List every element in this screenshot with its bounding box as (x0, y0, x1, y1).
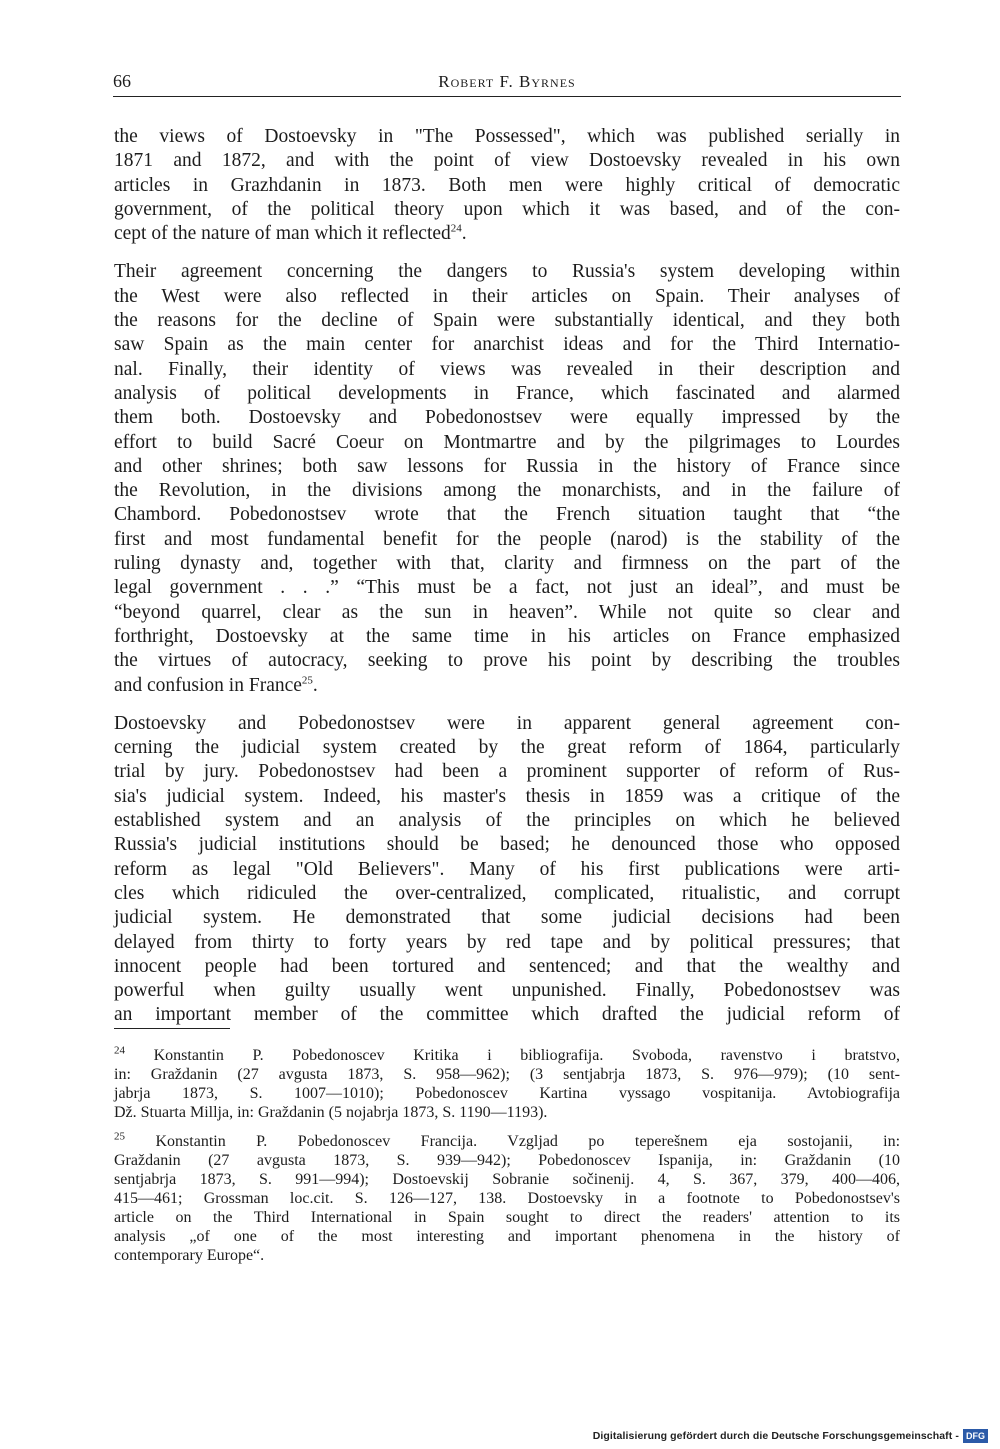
footnote-number: 25 (114, 1130, 125, 1143)
paragraph-3 (114, 712, 900, 1028)
footnote-line: analysis „of one of the most interesting and important phenomena in the history of (114, 1228, 900, 1245)
footnote-line: Dž. Stuarta Millja, in: Graždanin (5 nojabrja 1873, S. 1190—1193). (114, 1104, 548, 1121)
page-header (113, 70, 901, 97)
text-line-content: and confusion in France (114, 674, 302, 696)
footnote-reference[interactable]: 25 (301, 674, 313, 687)
text-line: nal. Finally, their identity of views was revealed in their description and (114, 358, 900, 380)
footnote-line (114, 1046, 900, 1065)
text-line: Their agreement concerning the dangers to Russia's system developing within (114, 261, 900, 283)
text-line: Russia's judicial institutions should be based; he denounced those who opposed (114, 834, 900, 856)
body-text (114, 125, 900, 1042)
text-line: cles which ridiculed the over-centralized, complicated, ritualistic, and corrupt (114, 882, 900, 904)
footnote-line: in: Graždanin (27 avgusta 1873, S. 958—962); (3 sentjabrja 1873, S. 976—979); (10 sent- (114, 1066, 900, 1083)
footnote-line-content: Konstantin P. Pobedonoscev Kritika i bibliografija. Svoboda, ravenstvo i bratstvo, (153, 1047, 900, 1064)
text-line: sia's judicial system. Indeed, his master's thesis in 1859 was a critique of the (114, 785, 900, 807)
digitization-footer (593, 1428, 988, 1444)
dfg-logo: DFG (963, 1429, 988, 1443)
footnote-line: sentjabrja 1873, S. 991—994); Dostoevskij Sobranie sočinenij. 4, S. 367, 379, 400—406, (114, 1171, 900, 1188)
text-line: the virtues of autocracy, seeking to prove his point by describing the troubles (114, 650, 900, 672)
text-line: the reasons for the decline of Spain were substantially identical, and they both (114, 310, 900, 332)
text-line: established system and an analysis of the principles on which he believed (114, 810, 900, 832)
footnote-25 (114, 1132, 900, 1265)
running-head: Robert F. Byrnes (438, 72, 576, 91)
funding-credit: Digitalisierung gefördert durch die Deutsche Forschungsgemeinschaft - (592, 1430, 959, 1442)
text-line: Dostoevsky and Pobedonostsev were in apparent general agreement con- (114, 712, 900, 734)
text-line: legal government . . .” “This must be a fact, not just an ideal”, and must be (114, 577, 900, 599)
footnote-line: contemporary Europe“. (114, 1247, 265, 1264)
text-line: analysis of political developments in France, which fascinated and alarmed (114, 382, 900, 404)
page-number: 66 (113, 71, 131, 91)
text-line: and confusion in France$^{25}$. (114, 674, 318, 696)
footnote-number: 24 (114, 1044, 125, 1057)
footnote-line: article on the Third International in Spain sought to direct the readers' attention to its (114, 1209, 900, 1226)
text-line: cerning the judicial system created by the great reform of 1864, particularly (114, 737, 900, 759)
text-line: cept of the nature of man which it reflected$^{24}$. (114, 222, 467, 245)
text-line: Chambord. Pobedonostsev wrote that the French situation taught that “the (114, 504, 900, 526)
text-line: first and most fundamental benefit for the people (narod) is the stability of the (114, 528, 900, 550)
footnote-line: Graždanin (27 avgusta 1873, S. 939—942); Pobedonoscev Ispanija, in: Graždanin (10 (114, 1152, 900, 1169)
text-line-content: cept of the nature of man which it reflected (114, 223, 451, 245)
text-line: and other shrines; both saw lessons for Russia in the history of France since (114, 455, 900, 477)
text-line: the views of Dostoevsky in "The Possessed", which was published serially in (114, 126, 900, 147)
text-line: them both. Dostoevsky and Pobedonostsev were equally impressed by the (114, 407, 900, 429)
text-line: articles in Grazhdanin in 1873. Both men were highly critical of democratic (114, 174, 900, 196)
footnote-line (114, 1132, 900, 1151)
text-line: the West were also reflected in their articles on Spain. Their analyses of (114, 285, 900, 307)
text-line: reform as legal "Old Believers". Many of his first publications were arti- (114, 858, 900, 880)
text-line: judicial system. He demonstrated that some judicial decisions had been (114, 907, 900, 929)
text-line: an important member of the committee which drafted the judicial reform of (114, 1004, 900, 1026)
footnote-line-content: Konstantin P. Pobedonoscev Francija. Vzgljad po teperešnem eja sostojanii, in: (155, 1133, 901, 1150)
text-line: forthright, Dostoevsky at the same time in his articles on France emphasized (114, 625, 900, 647)
footnotes (114, 1046, 900, 1275)
text-line: ruling dynasty and, together with that, clarity and firmness on the part of the (114, 553, 900, 575)
text-line: the Revolution, in the divisions among the monarchists, and in the failure of (114, 480, 900, 502)
text-line: government, of the political theory upon which it was based, and of the con- (114, 198, 900, 220)
text-line: “beyond quarrel, clear as the sun in heaven”. While not quite so clear and (114, 601, 900, 623)
text-line: saw Spain as the main center for anarchist ideas and for the Third Internatio- (114, 334, 900, 356)
text-line: delayed from thirty to forty years by red tape and by political pressures; that (114, 931, 900, 953)
footnote-line: jabrja 1873, S. 1007—1010); Pobedonoscev Kartina vyssago vospitanija. Avtobiografija (114, 1085, 900, 1102)
paragraph-2 (114, 260, 900, 697)
text-line: 1871 and 1872, and with the point of view Dostoevsky revealed in his own (114, 150, 900, 172)
footnote-line: 415—461; Grossman loc.cit. S. 126—127, 138. Dostoevsky in a footnote to Pobedonostsev's (114, 1190, 900, 1207)
paragraph-1 (114, 125, 900, 246)
footnote-divider (114, 1028, 230, 1029)
text-line: powerful when guilty usually went unpunished. Finally, Pobedonostsev was (114, 980, 900, 1002)
footnote-reference[interactable]: 24 (450, 222, 462, 235)
text-line: innocent people had been tortured and sentenced; and that the wealthy and (114, 955, 900, 977)
text-line: effort to build Sacré Coeur on Montmartre and by the pilgrimages to Lourdes (114, 431, 900, 453)
footnote-24 (114, 1046, 900, 1122)
text-line: trial by jury. Pobedonostsev had been a prominent supporter of reform of Rus- (114, 761, 900, 783)
